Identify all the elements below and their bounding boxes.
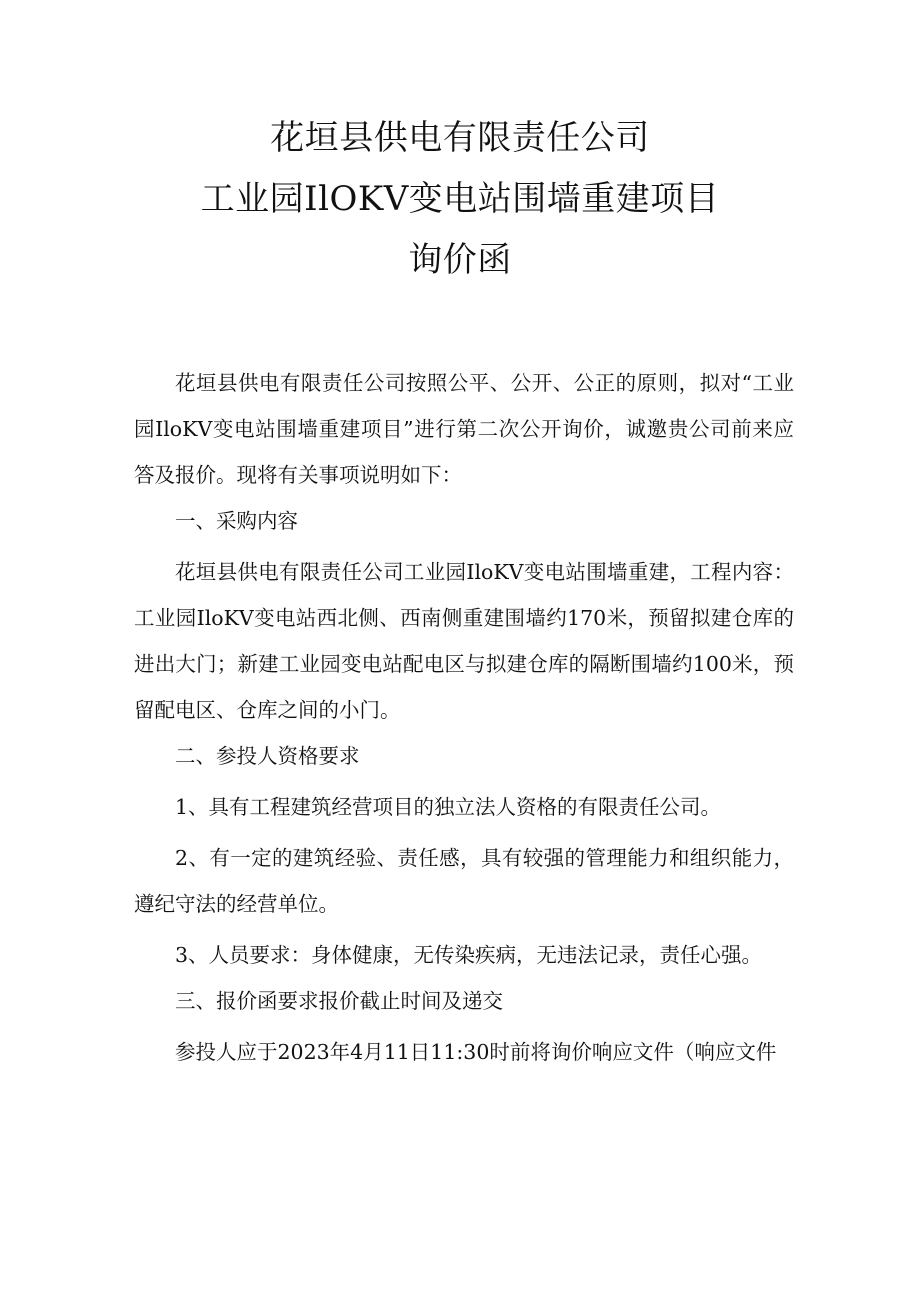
title-project: 工业园IlOKV变电站围墙重建项目 [200,179,720,219]
submission-content: 参投人应于2023年4月11日11:30时前将询价响应文件（响应文件 [175,1040,777,1064]
document-title [0,108,920,291]
section-heading-procurement: 一、采购内容 [175,509,298,533]
qualification-item: 3、人员要求：身体健康，无传染疾病，无违法记录，责任心强。 [175,943,763,967]
section-heading-submission: 三、报价函要求报价截止时间及递交 [175,989,503,1013]
title-doc-type: 询价函 [408,240,512,280]
section-heading-qualification: 二、参投人资格要求 [175,744,360,768]
intro-paragraph: 花垣县供电有限责任公司按照公平、公开、公正的原则，拟对“工业园IloKV变电站围墙重建项目”进行第二次公开询价，诚邀贵公司前来应答及报价。现将有关事项说明如下： [134,371,794,487]
qualification-item: 1、具有工程建筑经营项目的独立法人资格的有限责任公司。 [175,795,722,819]
qualification-item: 2、有一定的建筑经验、责任感，具有较强的管理能力和组织能力，遵纪守法的经营单位。 [134,846,794,916]
procurement-content: 花垣县供电有限责任公司工业园IloKV变电站围墙重建，工程内容：工业园IloKV变电站西北侧、西南侧重建围墙约170米，预留拟建仓库的进出大门；新建工业园变电站配电区与拟建仓库的隔断围墙约100米，预留配电区、仓库之间的小门。 [134,560,794,722]
title-company: 花垣县供电有限责任公司 [270,118,650,158]
document-body [134,360,794,1075]
